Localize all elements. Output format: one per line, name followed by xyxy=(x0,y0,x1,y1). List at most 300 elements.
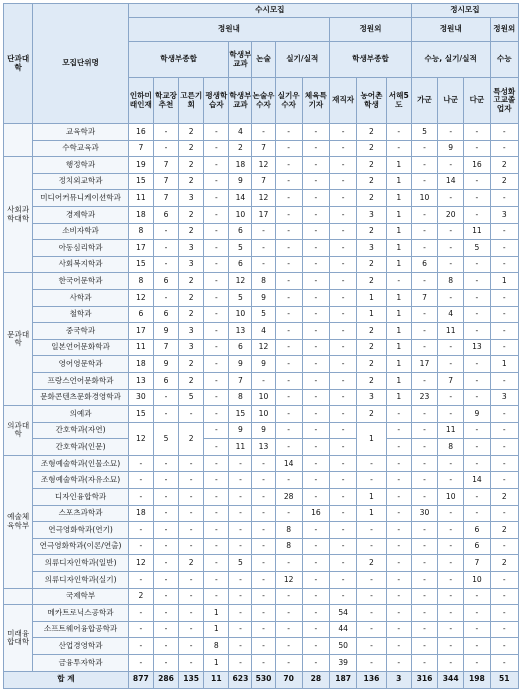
value-cell: - xyxy=(302,572,329,589)
sub-header-4: 평생학습자 xyxy=(204,78,229,124)
value-cell: - xyxy=(490,505,519,522)
value-cell: - xyxy=(153,572,178,589)
value-cell: - xyxy=(330,422,357,439)
table-row xyxy=(4,588,519,605)
value-cell: - xyxy=(357,621,386,638)
value-cell: 2 xyxy=(357,256,386,273)
value-cell: 6 xyxy=(464,538,490,555)
value-cell: 6 xyxy=(128,306,153,323)
value-cell: 20 xyxy=(438,206,464,223)
value-cell: 2 xyxy=(179,140,204,157)
value-cell: 13 xyxy=(128,372,153,389)
value-cell: 1 xyxy=(386,190,411,207)
value-cell: 2 xyxy=(490,522,519,539)
value-cell: - xyxy=(330,505,357,522)
unit-name-cell: 철학과 xyxy=(33,306,128,323)
value-cell: - xyxy=(204,140,229,157)
value-cell: 3 xyxy=(357,389,386,406)
value-cell: 14 xyxy=(275,455,302,472)
header-susi-outer: 정원외 xyxy=(330,18,412,42)
value-cell: - xyxy=(204,522,229,539)
value-cell: - xyxy=(128,605,153,622)
value-cell: 2 xyxy=(179,289,204,306)
value-cell: - xyxy=(153,455,178,472)
value-cell: - xyxy=(302,489,329,506)
value-cell: 11 xyxy=(438,323,464,340)
value-cell: - xyxy=(179,455,204,472)
value-cell: - xyxy=(490,140,519,157)
value-cell: 12 xyxy=(128,289,153,306)
value-cell: - xyxy=(464,489,490,506)
table-row xyxy=(4,472,519,489)
value-cell: 23 xyxy=(411,389,437,406)
value-cell: 10 xyxy=(229,306,252,323)
table-row xyxy=(4,505,519,522)
value-cell: - xyxy=(357,472,386,489)
value-cell: - xyxy=(411,240,437,257)
value-cell: 1 xyxy=(386,173,411,190)
value-cell: - xyxy=(438,256,464,273)
value-cell: - xyxy=(252,472,275,489)
value-cell: - xyxy=(386,455,411,472)
group-cell: 사회과학대학 xyxy=(4,157,33,273)
value-cell: - xyxy=(275,289,302,306)
value-cell: - xyxy=(252,505,275,522)
table-row xyxy=(4,406,519,423)
value-cell: - xyxy=(464,273,490,290)
value-cell: - xyxy=(275,638,302,655)
value-cell: - xyxy=(275,256,302,273)
value-cell: - xyxy=(179,588,204,605)
value-cell: 5 xyxy=(229,240,252,257)
value-cell: - xyxy=(275,206,302,223)
value-cell: - xyxy=(330,389,357,406)
value-cell: 9 xyxy=(464,406,490,423)
group-cell: 미래융합대학 xyxy=(4,605,33,671)
value-cell: - xyxy=(275,273,302,290)
value-cell: - xyxy=(153,140,178,157)
value-cell: 1 xyxy=(204,655,229,672)
value-cell: 18 xyxy=(229,157,252,174)
unit-name-cell: 금융투자학과 xyxy=(33,655,128,672)
table-row xyxy=(4,372,519,389)
value-cell: - xyxy=(438,356,464,373)
group-cell: 의과대학 xyxy=(4,406,33,456)
value-cell: - xyxy=(229,489,252,506)
value-cell: 5 xyxy=(252,306,275,323)
value-cell: - xyxy=(275,173,302,190)
value-cell: - xyxy=(438,655,464,672)
value-cell: 7 xyxy=(438,372,464,389)
value-cell: 2 xyxy=(179,223,204,240)
value-cell: 3 xyxy=(179,256,204,273)
value-cell: 17 xyxy=(128,323,153,340)
total-value-cell: 11 xyxy=(204,671,229,688)
value-cell: - xyxy=(411,406,437,423)
value-cell: - xyxy=(411,538,437,555)
value-cell: 5 xyxy=(179,389,204,406)
table-row xyxy=(4,621,519,638)
value-cell: - xyxy=(464,323,490,340)
unit-name-cell: 간호학과(인문) xyxy=(33,439,128,456)
value-cell: - xyxy=(275,422,302,439)
value-cell: - xyxy=(179,572,204,589)
value-cell: - xyxy=(411,140,437,157)
value-cell: - xyxy=(204,124,229,141)
value-cell: 30 xyxy=(128,389,153,406)
value-cell: - xyxy=(179,489,204,506)
value-cell: - xyxy=(490,372,519,389)
value-cell: - xyxy=(252,124,275,141)
value-cell: 10 xyxy=(252,406,275,423)
value-cell: 7 xyxy=(229,372,252,389)
total-value-cell: 877 xyxy=(128,671,153,688)
value-cell: - xyxy=(411,489,437,506)
value-cell: 14 xyxy=(438,173,464,190)
total-value-cell: 316 xyxy=(411,671,437,688)
total-value-cell: 530 xyxy=(252,671,275,688)
value-cell: - xyxy=(490,306,519,323)
value-cell: - xyxy=(490,439,519,456)
value-cell: - xyxy=(411,157,437,174)
value-cell: 2 xyxy=(357,406,386,423)
value-cell: - xyxy=(302,372,329,389)
value-cell: 4 xyxy=(229,124,252,141)
value-cell: - xyxy=(330,190,357,207)
value-cell: 11 xyxy=(438,422,464,439)
table-row xyxy=(4,605,519,622)
value-cell: 15 xyxy=(128,256,153,273)
value-cell: - xyxy=(252,555,275,572)
value-cell: - xyxy=(438,223,464,240)
table-row xyxy=(4,555,519,572)
value-cell: - xyxy=(438,505,464,522)
value-cell: - xyxy=(252,538,275,555)
table-row xyxy=(4,323,519,340)
value-cell: 2 xyxy=(179,372,204,389)
value-cell: 19 xyxy=(128,157,153,174)
unit-name-cell: 경제학과 xyxy=(33,206,128,223)
sub-header-9: 재직자 xyxy=(330,78,357,124)
value-cell: - xyxy=(302,356,329,373)
value-cell: - xyxy=(490,256,519,273)
value-cell: - xyxy=(153,555,178,572)
table-header xyxy=(4,4,519,124)
value-cell: - xyxy=(275,372,302,389)
table-body xyxy=(4,124,519,672)
value-cell: - xyxy=(275,356,302,373)
value-cell: 9 xyxy=(252,422,275,439)
value-cell: - xyxy=(438,124,464,141)
value-cell: - xyxy=(330,306,357,323)
value-cell: 3 xyxy=(357,206,386,223)
unit-name-cell: 산업경영학과 xyxy=(33,638,128,655)
value-cell: 2 xyxy=(357,140,386,157)
value-cell: - xyxy=(357,572,386,589)
value-cell: - xyxy=(153,389,178,406)
value-cell: 1 xyxy=(357,289,386,306)
total-label: 합 계 xyxy=(4,671,129,688)
value-cell: - xyxy=(153,223,178,240)
value-cell: 39 xyxy=(330,655,357,672)
value-cell: 18 xyxy=(128,356,153,373)
admission-table-container xyxy=(3,3,519,689)
value-cell: - xyxy=(438,157,464,174)
value-cell: 16 xyxy=(464,157,490,174)
value-cell: 7 xyxy=(252,173,275,190)
value-cell: 16 xyxy=(128,124,153,141)
value-cell: 2 xyxy=(357,223,386,240)
table-row xyxy=(4,273,519,290)
value-cell: - xyxy=(153,605,178,622)
value-cell: - xyxy=(438,588,464,605)
value-cell: 6 xyxy=(153,306,178,323)
header-hakjong: 학생부종합 xyxy=(128,42,229,78)
value-cell: 1 xyxy=(357,422,386,455)
unit-name-cell: 아동심리학과 xyxy=(33,240,128,257)
value-cell: - xyxy=(490,339,519,356)
value-cell: - xyxy=(204,505,229,522)
value-cell: 5 xyxy=(229,289,252,306)
value-cell: - xyxy=(438,472,464,489)
value-cell: - xyxy=(330,124,357,141)
total-value-cell: 198 xyxy=(464,671,490,688)
header-hakgyo: 학생부교과 xyxy=(229,42,252,78)
value-cell: - xyxy=(438,190,464,207)
value-cell: - xyxy=(490,588,519,605)
value-cell: - xyxy=(128,655,153,672)
value-cell: - xyxy=(357,638,386,655)
value-cell: 13 xyxy=(252,439,275,456)
value-cell: - xyxy=(204,240,229,257)
table-row xyxy=(4,206,519,223)
value-cell: 15 xyxy=(229,406,252,423)
table-footer xyxy=(4,671,519,688)
value-cell: - xyxy=(411,422,437,439)
value-cell: - xyxy=(204,223,229,240)
value-cell: - xyxy=(204,588,229,605)
value-cell: - xyxy=(302,339,329,356)
value-cell: - xyxy=(153,538,178,555)
unit-name-cell: 소비자학과 xyxy=(33,223,128,240)
value-cell: - xyxy=(490,572,519,589)
value-cell: - xyxy=(302,306,329,323)
value-cell: 12 xyxy=(252,339,275,356)
value-cell: 3 xyxy=(490,206,519,223)
value-cell: - xyxy=(302,522,329,539)
value-cell: - xyxy=(330,339,357,356)
table-row xyxy=(4,339,519,356)
value-cell: 3 xyxy=(179,339,204,356)
value-cell: - xyxy=(490,455,519,472)
value-cell: - xyxy=(252,621,275,638)
value-cell: - xyxy=(275,588,302,605)
value-cell: - xyxy=(275,555,302,572)
unit-name-cell: 의예과 xyxy=(33,406,128,423)
value-cell: 5 xyxy=(153,422,178,455)
value-cell: 2 xyxy=(357,555,386,572)
value-cell: - xyxy=(411,323,437,340)
value-cell: - xyxy=(386,538,411,555)
value-cell: - xyxy=(153,240,178,257)
value-cell: - xyxy=(275,439,302,456)
value-cell: - xyxy=(252,372,275,389)
table-row xyxy=(4,389,519,406)
sub-header-2: 학교장추천 xyxy=(153,78,178,124)
value-cell: - xyxy=(302,206,329,223)
table-row xyxy=(4,190,519,207)
value-cell: 2 xyxy=(179,422,204,455)
value-cell: 1 xyxy=(386,323,411,340)
value-cell: - xyxy=(204,572,229,589)
value-cell: 2 xyxy=(357,356,386,373)
value-cell: - xyxy=(179,655,204,672)
value-cell: 30 xyxy=(411,505,437,522)
value-cell: 7 xyxy=(153,157,178,174)
value-cell: - xyxy=(386,572,411,589)
unit-name-cell: 교육학과 xyxy=(33,124,128,141)
value-cell: 5 xyxy=(464,240,490,257)
value-cell: - xyxy=(179,621,204,638)
value-cell: - xyxy=(179,522,204,539)
value-cell: - xyxy=(330,273,357,290)
value-cell: - xyxy=(153,289,178,306)
value-cell: 14 xyxy=(464,472,490,489)
value-cell: 3 xyxy=(179,190,204,207)
value-cell: 2 xyxy=(179,273,204,290)
value-cell: - xyxy=(153,124,178,141)
value-cell: 1 xyxy=(204,621,229,638)
value-cell: - xyxy=(411,372,437,389)
table-row xyxy=(4,173,519,190)
value-cell: - xyxy=(357,655,386,672)
unit-name-cell: 의류디자인학과(실기) xyxy=(33,572,128,589)
value-cell: - xyxy=(330,256,357,273)
value-cell: - xyxy=(275,323,302,340)
group-cell xyxy=(4,124,33,157)
value-cell: - xyxy=(330,173,357,190)
value-cell: - xyxy=(302,223,329,240)
value-cell: - xyxy=(438,605,464,622)
value-cell: - xyxy=(204,455,229,472)
value-cell: - xyxy=(438,240,464,257)
unit-name-cell: 문화콘텐츠문화경영학과 xyxy=(33,389,128,406)
value-cell: - xyxy=(204,273,229,290)
value-cell: - xyxy=(204,555,229,572)
value-cell: 2 xyxy=(179,157,204,174)
value-cell: - xyxy=(330,439,357,456)
value-cell: - xyxy=(411,273,437,290)
total-value-cell: 70 xyxy=(275,671,302,688)
value-cell: - xyxy=(229,538,252,555)
value-cell: - xyxy=(302,605,329,622)
unit-name-cell: 연극영화학과(연기) xyxy=(33,522,128,539)
value-cell: - xyxy=(386,439,411,456)
value-cell: 7 xyxy=(128,140,153,157)
table-row xyxy=(4,256,519,273)
value-cell: - xyxy=(411,306,437,323)
value-cell: 2 xyxy=(490,555,519,572)
value-cell: - xyxy=(490,223,519,240)
value-cell: - xyxy=(204,157,229,174)
value-cell: 6 xyxy=(153,206,178,223)
value-cell: 2 xyxy=(357,173,386,190)
value-cell: - xyxy=(302,588,329,605)
value-cell: 1 xyxy=(204,605,229,622)
value-cell: - xyxy=(204,372,229,389)
value-cell: 8 xyxy=(438,439,464,456)
value-cell: - xyxy=(275,124,302,141)
table-row xyxy=(4,157,519,174)
unit-name-cell: 정치외교학과 xyxy=(33,173,128,190)
value-cell: - xyxy=(464,190,490,207)
value-cell: - xyxy=(179,538,204,555)
value-cell: 8 xyxy=(128,223,153,240)
value-cell: - xyxy=(229,455,252,472)
value-cell: 2 xyxy=(179,173,204,190)
unit-name-cell: 조형예술학과(인물소묘) xyxy=(33,455,128,472)
value-cell: - xyxy=(153,522,178,539)
table-row xyxy=(4,638,519,655)
value-cell: 12 xyxy=(275,572,302,589)
value-cell: - xyxy=(252,489,275,506)
sub-header-5: 학생부교과 xyxy=(229,78,252,124)
unit-name-cell: 사회복지학과 xyxy=(33,256,128,273)
value-cell: - xyxy=(229,472,252,489)
value-cell: 18 xyxy=(128,206,153,223)
value-cell: 10 xyxy=(229,206,252,223)
value-cell: - xyxy=(490,655,519,672)
value-cell: 1 xyxy=(386,389,411,406)
value-cell: 1 xyxy=(490,356,519,373)
value-cell: - xyxy=(204,306,229,323)
value-cell: - xyxy=(330,588,357,605)
unit-name-cell: 행정학과 xyxy=(33,157,128,174)
table-row xyxy=(4,422,519,439)
value-cell: 12 xyxy=(252,190,275,207)
value-cell: - xyxy=(128,638,153,655)
value-cell: - xyxy=(386,140,411,157)
unit-name-cell: 사학과 xyxy=(33,289,128,306)
value-cell: - xyxy=(153,621,178,638)
value-cell: - xyxy=(386,555,411,572)
value-cell: 12 xyxy=(128,422,153,455)
value-cell: - xyxy=(490,621,519,638)
value-cell: 4 xyxy=(252,323,275,340)
value-cell: 7 xyxy=(153,339,178,356)
value-cell: - xyxy=(386,422,411,439)
value-cell: - xyxy=(464,605,490,622)
sub-header-14: 다군 xyxy=(464,78,490,124)
value-cell: 3 xyxy=(490,389,519,406)
value-cell: 11 xyxy=(128,339,153,356)
value-cell: - xyxy=(386,655,411,672)
value-cell: - xyxy=(330,522,357,539)
value-cell: - xyxy=(302,173,329,190)
value-cell: - xyxy=(330,240,357,257)
value-cell: - xyxy=(252,572,275,589)
header-js-outer-sub: 수능 xyxy=(490,42,519,78)
table-row xyxy=(4,489,519,506)
value-cell: 17 xyxy=(128,240,153,257)
value-cell: 7 xyxy=(464,555,490,572)
value-cell: - xyxy=(153,505,178,522)
value-cell: - xyxy=(302,638,329,655)
value-cell: - xyxy=(229,605,252,622)
value-cell: - xyxy=(179,406,204,423)
value-cell: - xyxy=(153,406,178,423)
value-cell: 8 xyxy=(252,273,275,290)
